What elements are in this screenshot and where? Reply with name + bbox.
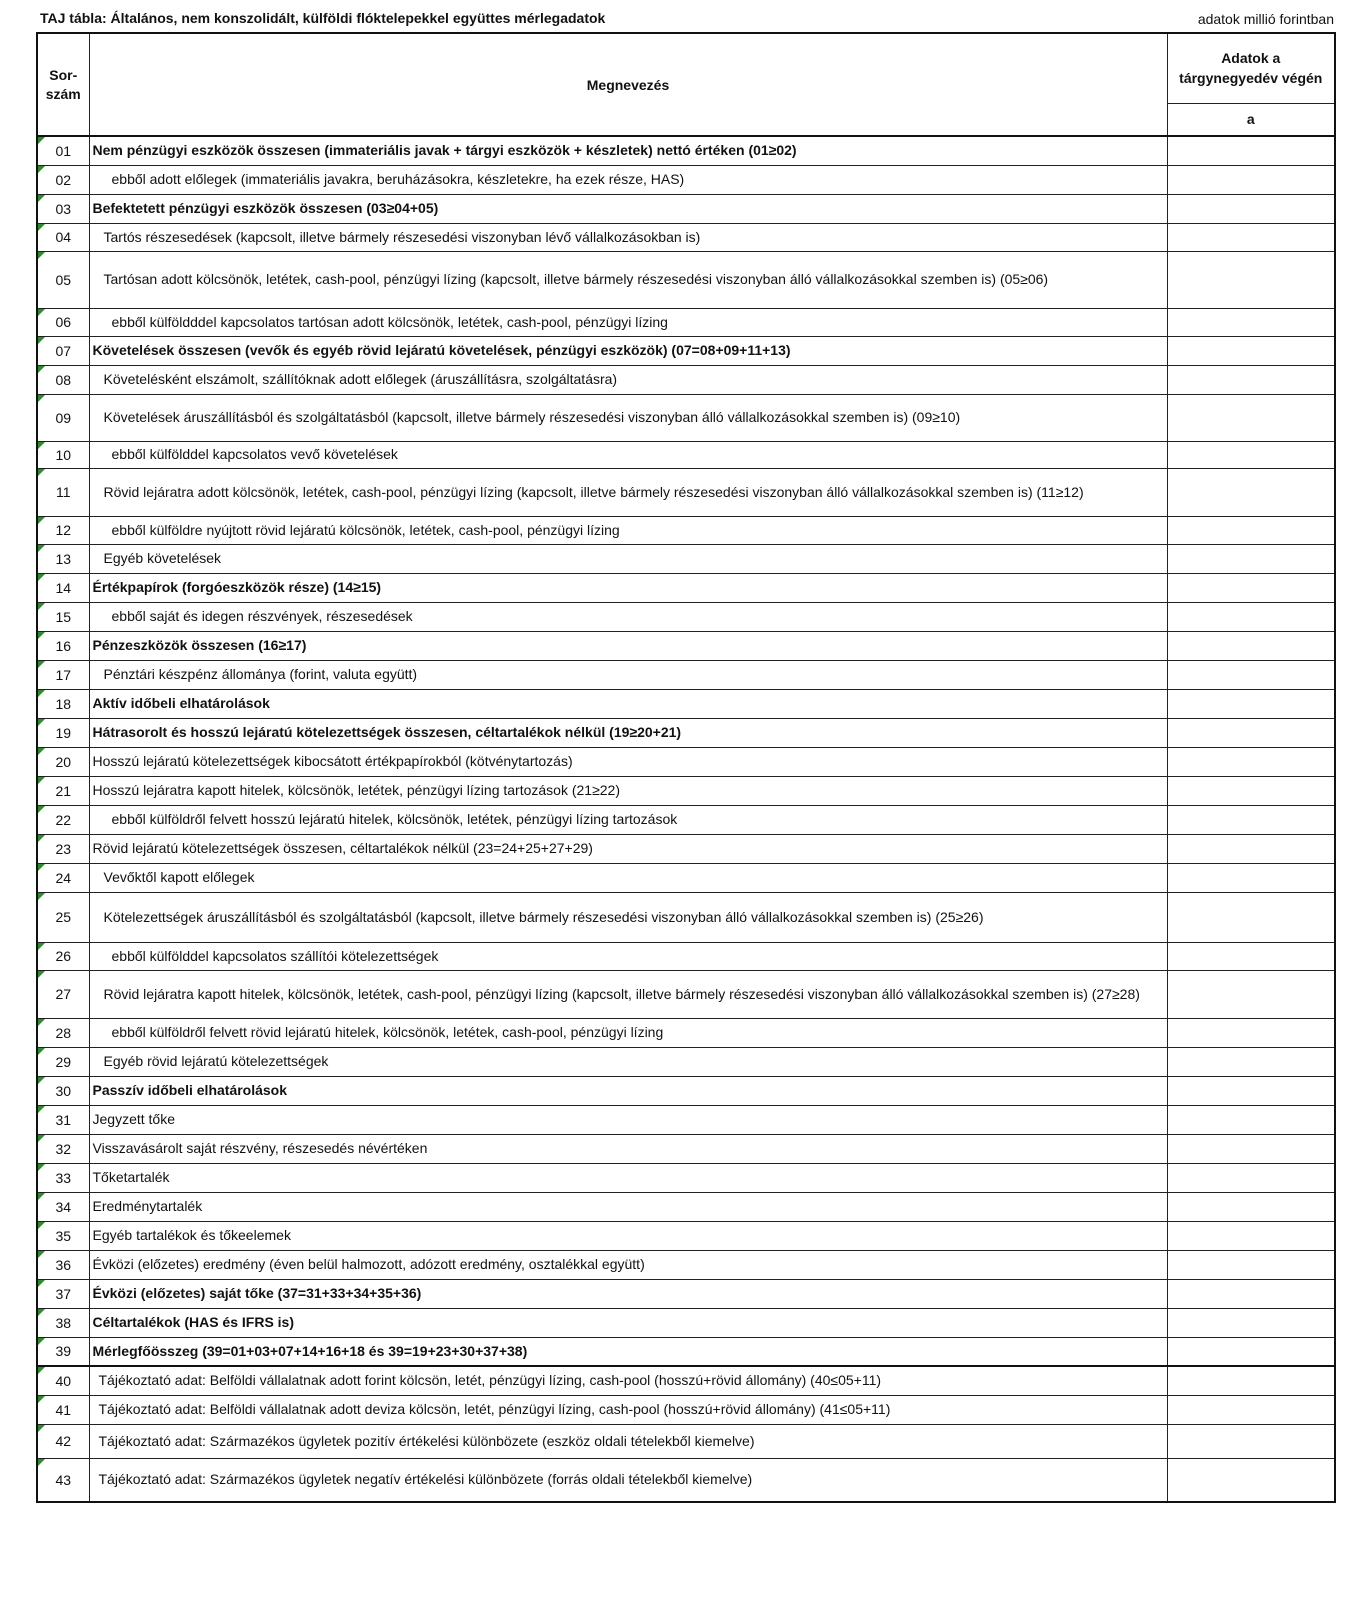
value-cell[interactable] <box>1167 223 1335 251</box>
row-number: 06 <box>37 308 89 336</box>
row-label: Visszavásárolt saját részvény, részesedés névértéken <box>89 1134 1167 1163</box>
table-row <box>37 1250 1335 1279</box>
value-cell[interactable] <box>1167 834 1335 863</box>
value-cell[interactable] <box>1167 970 1335 1018</box>
row-label: Rövid lejáratra adott kölcsönök, letétek, cash-pool, pénzügyi lízing (kapcsolt, illetve bármely részesedési viszonyban álló vállalkozásokkal szemben is) (11≥12) <box>89 468 1167 516</box>
row-label: Évközi (előzetes) saját tőke (37=31+33+34+35+36) <box>89 1279 1167 1308</box>
row-label: Kötelezettségek áruszállításból és szolgáltatásból (kapcsolt, illetve bármely részesedési viszonyban álló vállalkozásokkal szemben is) (25≥26) <box>89 892 1167 942</box>
row-number: 02 <box>37 165 89 194</box>
row-number: 26 <box>37 942 89 970</box>
table-row <box>37 194 1335 223</box>
col-header-value-code: a <box>1167 103 1335 136</box>
table-row <box>37 544 1335 573</box>
table-row <box>37 1221 1335 1250</box>
table-row <box>37 1424 1335 1458</box>
row-label: Egyéb tartalékok és tőkeelemek <box>89 1221 1167 1250</box>
value-cell[interactable] <box>1167 689 1335 718</box>
table-row <box>37 602 1335 631</box>
value-cell[interactable] <box>1167 394 1335 441</box>
value-cell[interactable] <box>1167 194 1335 223</box>
table-row <box>37 747 1335 776</box>
row-number: 32 <box>37 1134 89 1163</box>
table-row <box>37 165 1335 194</box>
row-label: Nem pénzügyi eszközök összesen (immateriális javak + tárgyi eszközök + készletek) nettó értéken (01≥02) <box>89 136 1167 165</box>
row-label: Tájékoztató adat: Belföldi vállalatnak adott forint kölcsön, letét, pénzügyi lízing, cash-pool (hosszú+rövid állomány) (40≤05+11) <box>89 1366 1167 1395</box>
row-number: 31 <box>37 1105 89 1134</box>
value-cell[interactable] <box>1167 308 1335 336</box>
row-number: 14 <box>37 573 89 602</box>
table-row <box>37 223 1335 251</box>
value-cell[interactable] <box>1167 1250 1335 1279</box>
row-label: Eredménytartalék <box>89 1192 1167 1221</box>
row-label: Befektetett pénzügyi eszközök összesen (03≥04+05) <box>89 194 1167 223</box>
row-label: Tartós részesedések (kapcsolt, illetve bármely részesedési viszonyban lévő vállalkozásokban is) <box>89 223 1167 251</box>
row-number: 05 <box>37 251 89 308</box>
row-label: Rövid lejáratra kapott hitelek, kölcsönök, letétek, cash-pool, pénzügyi lízing (kapcsolt, illetve bármely részesedési viszonyban álló vállalkozásokkal szemben is) (27≥28) <box>89 970 1167 1018</box>
row-number: 15 <box>37 602 89 631</box>
value-cell[interactable] <box>1167 602 1335 631</box>
row-label: Követelésként elszámolt, szállítóknak adott előlegek (áruszállításra, szolgáltatásra) <box>89 365 1167 394</box>
value-cell[interactable] <box>1167 1018 1335 1047</box>
table-row <box>37 1308 1335 1337</box>
value-cell[interactable] <box>1167 805 1335 834</box>
col-header-name: Megnevezés <box>89 33 1167 136</box>
row-number: 20 <box>37 747 89 776</box>
value-cell[interactable] <box>1167 1458 1335 1502</box>
row-number: 28 <box>37 1018 89 1047</box>
value-cell[interactable] <box>1167 747 1335 776</box>
row-number: 19 <box>37 718 89 747</box>
row-number: 37 <box>37 1279 89 1308</box>
value-cell[interactable] <box>1167 1424 1335 1458</box>
value-cell[interactable] <box>1167 336 1335 365</box>
value-cell[interactable] <box>1167 942 1335 970</box>
value-cell[interactable] <box>1167 892 1335 942</box>
row-label: ebből külfölddel kapcsolatos szállítói kötelezettségek <box>89 942 1167 970</box>
row-number: 11 <box>37 468 89 516</box>
table-row <box>37 834 1335 863</box>
table-row <box>37 1163 1335 1192</box>
value-cell[interactable] <box>1167 1192 1335 1221</box>
row-label: Céltartalékok (HAS és IFRS is) <box>89 1308 1167 1337</box>
row-label: Rövid lejáratú kötelezettségek összesen, céltartalékok nélkül (23=24+25+27+29) <box>89 834 1167 863</box>
table-row <box>37 573 1335 602</box>
table-row <box>37 394 1335 441</box>
value-cell[interactable] <box>1167 718 1335 747</box>
value-cell[interactable] <box>1167 1395 1335 1424</box>
row-number: 30 <box>37 1076 89 1105</box>
table-row <box>37 660 1335 689</box>
value-cell[interactable] <box>1167 136 1335 165</box>
row-number: 08 <box>37 365 89 394</box>
row-label: Egyéb követelések <box>89 544 1167 573</box>
row-number: 12 <box>37 516 89 544</box>
value-cell[interactable] <box>1167 573 1335 602</box>
row-number: 24 <box>37 863 89 892</box>
table-row <box>37 718 1335 747</box>
row-label: Mérlegfőösszeg (39=01+03+07+14+16+18 és 39=19+23+30+37+38) <box>89 1337 1167 1366</box>
row-label: Jegyzett tőke <box>89 1105 1167 1134</box>
table-row <box>37 1192 1335 1221</box>
row-number: 23 <box>37 834 89 863</box>
value-cell[interactable] <box>1167 1105 1335 1134</box>
table-row <box>37 776 1335 805</box>
row-label: Pénzeszközök összesen (16≥17) <box>89 631 1167 660</box>
row-label: ebből külföldről felvett hosszú lejáratú hitelek, kölcsönök, letétek, pénzügyi lízing tartozások <box>89 805 1167 834</box>
value-cell[interactable] <box>1167 165 1335 194</box>
row-number: 07 <box>37 336 89 365</box>
value-cell[interactable] <box>1167 1221 1335 1250</box>
row-label: Tájékoztató adat: Belföldi vállalatnak adott deviza kölcsön, letét, pénzügyi lízing, cash-pool (hosszú+rövid állomány) (41≤05+11) <box>89 1395 1167 1424</box>
col-header-value: Adatok a tárgynegyedév végén <box>1167 33 1335 103</box>
value-cell[interactable] <box>1167 1337 1335 1366</box>
row-label: Értékpapírok (forgóeszközök része) (14≥15) <box>89 573 1167 602</box>
table-row <box>37 1076 1335 1105</box>
value-cell[interactable] <box>1167 1163 1335 1192</box>
table-row <box>37 136 1335 165</box>
row-number: 40 <box>37 1366 89 1395</box>
table-row <box>37 441 1335 468</box>
table-row <box>37 365 1335 394</box>
table-header-row <box>37 33 1335 103</box>
table-row <box>37 308 1335 336</box>
row-number: 22 <box>37 805 89 834</box>
row-label: Hosszú lejáratra kapott hitelek, kölcsönök, letétek, pénzügyi lízing tartozások (21≥22) <box>89 776 1167 805</box>
row-label: Tájékoztató adat: Származékos ügyletek pozitív értékelési különbözete (eszköz oldali tételekből kiemelve) <box>89 1424 1167 1458</box>
table-row <box>37 1134 1335 1163</box>
row-label: Tőketartalék <box>89 1163 1167 1192</box>
row-label: Követelések áruszállításból és szolgáltatásból (kapcsolt, illetve bármely részesedési viszonyban álló vállalkozásokkal szemben is) (09≥10) <box>89 394 1167 441</box>
row-label: ebből adott előlegek (immateriális javakra, beruházásokra, készletekre, ha ezek része, HAS) <box>89 165 1167 194</box>
row-label: Pénztári készpénz állománya (forint, valuta együtt) <box>89 660 1167 689</box>
row-number: 41 <box>37 1395 89 1424</box>
value-cell[interactable] <box>1167 1366 1335 1395</box>
row-label: ebből külfölddel kapcsolatos vevő követelések <box>89 441 1167 468</box>
table-row <box>37 892 1335 942</box>
col-header-row-number: Sor- szám <box>37 33 89 136</box>
unit-note: adatok millió forintban <box>1197 11 1334 27</box>
table-row <box>37 468 1335 516</box>
row-label: ebből külföldre nyújtott rövid lejáratú kölcsönök, letétek, cash-pool, pénzügyi lízing <box>89 516 1167 544</box>
value-cell[interactable] <box>1167 863 1335 892</box>
row-label: Tartósan adott kölcsönök, letétek, cash-pool, pénzügyi lízing (kapcsolt, illetve bármely részesedési viszonyban álló vállalkozásokkal szemben is) (05≥06) <box>89 251 1167 308</box>
row-number: 39 <box>37 1337 89 1366</box>
row-label: ebből külföldről felvett rövid lejáratú hitelek, kölcsönök, letétek, cash-pool, pénzügyi lízing <box>89 1018 1167 1047</box>
value-cell[interactable] <box>1167 1308 1335 1337</box>
value-cell[interactable] <box>1167 516 1335 544</box>
page-title: TAJ tábla: Általános, nem konszolidált, külföldi flóktelepekkel együttes mérlegadatok <box>40 10 606 26</box>
row-number: 33 <box>37 1163 89 1192</box>
row-label: Tájékoztató adat: Származékos ügyletek negatív értékelési különbözete (forrás oldali tételekből kiemelve) <box>89 1458 1167 1502</box>
row-label: Vevőktől kapott előlegek <box>89 863 1167 892</box>
value-cell[interactable] <box>1167 544 1335 573</box>
row-label: Követelések összesen (vevők és egyéb rövid lejáratú követelések, pénzügyi eszközök) (07=08+09+11+13) <box>89 336 1167 365</box>
value-cell[interactable] <box>1167 1047 1335 1076</box>
value-cell[interactable] <box>1167 1279 1335 1308</box>
row-number: 16 <box>37 631 89 660</box>
row-label: Passzív időbeli elhatárolások <box>89 1076 1167 1105</box>
value-cell[interactable] <box>1167 660 1335 689</box>
table-row <box>37 805 1335 834</box>
row-number: 36 <box>37 1250 89 1279</box>
table-row <box>37 251 1335 308</box>
row-number: 43 <box>37 1458 89 1502</box>
table-row <box>37 1279 1335 1308</box>
table-row <box>37 1395 1335 1424</box>
row-number: 42 <box>37 1424 89 1458</box>
row-label: Hosszú lejáratú kötelezettségek kibocsátott értékpapírokból (kötvénytartozás) <box>89 747 1167 776</box>
row-label: ebből saját és idegen részvények, részesedések <box>89 602 1167 631</box>
row-number: 13 <box>37 544 89 573</box>
row-number: 01 <box>37 136 89 165</box>
row-number: 27 <box>37 970 89 1018</box>
row-number: 17 <box>37 660 89 689</box>
row-label: Hátrasorolt és hosszú lejáratú kötelezettségek összesen, céltartalékok nélkül (19≥20+21) <box>89 718 1167 747</box>
row-number: 09 <box>37 394 89 441</box>
row-number: 04 <box>37 223 89 251</box>
table-row <box>37 631 1335 660</box>
value-cell[interactable] <box>1167 441 1335 468</box>
value-cell[interactable] <box>1167 631 1335 660</box>
balance-sheet-table <box>36 32 1336 1503</box>
row-label: Egyéb rövid lejáratú kötelezettségek <box>89 1047 1167 1076</box>
table-row <box>37 336 1335 365</box>
table-row <box>37 1458 1335 1502</box>
row-number: 21 <box>37 776 89 805</box>
value-cell[interactable] <box>1167 365 1335 394</box>
value-cell[interactable] <box>1167 1076 1335 1105</box>
table-row <box>37 1105 1335 1134</box>
row-number: 29 <box>37 1047 89 1076</box>
value-cell[interactable] <box>1167 468 1335 516</box>
value-cell[interactable] <box>1167 776 1335 805</box>
row-number: 38 <box>37 1308 89 1337</box>
value-cell[interactable] <box>1167 1134 1335 1163</box>
table-row <box>37 942 1335 970</box>
table-row <box>37 970 1335 1018</box>
row-label: ebből külföldddel kapcsolatos tartósan adott kölcsönök, letétek, cash-pool, pénzügyi lízing <box>89 308 1167 336</box>
row-number: 25 <box>37 892 89 942</box>
table-row <box>37 1366 1335 1395</box>
table-row <box>37 689 1335 718</box>
table-row <box>37 1018 1335 1047</box>
row-number: 34 <box>37 1192 89 1221</box>
table-row <box>37 516 1335 544</box>
row-label: Aktív időbeli elhatárolások <box>89 689 1167 718</box>
row-number: 18 <box>37 689 89 718</box>
table-row <box>37 1337 1335 1366</box>
row-number: 10 <box>37 441 89 468</box>
value-cell[interactable] <box>1167 251 1335 308</box>
table-row <box>37 863 1335 892</box>
row-number: 35 <box>37 1221 89 1250</box>
table-row <box>37 1047 1335 1076</box>
row-label: Évközi (előzetes) eredmény (éven belül halmozott, adózott eredmény, osztalékkal együtt) <box>89 1250 1167 1279</box>
row-number: 03 <box>37 194 89 223</box>
